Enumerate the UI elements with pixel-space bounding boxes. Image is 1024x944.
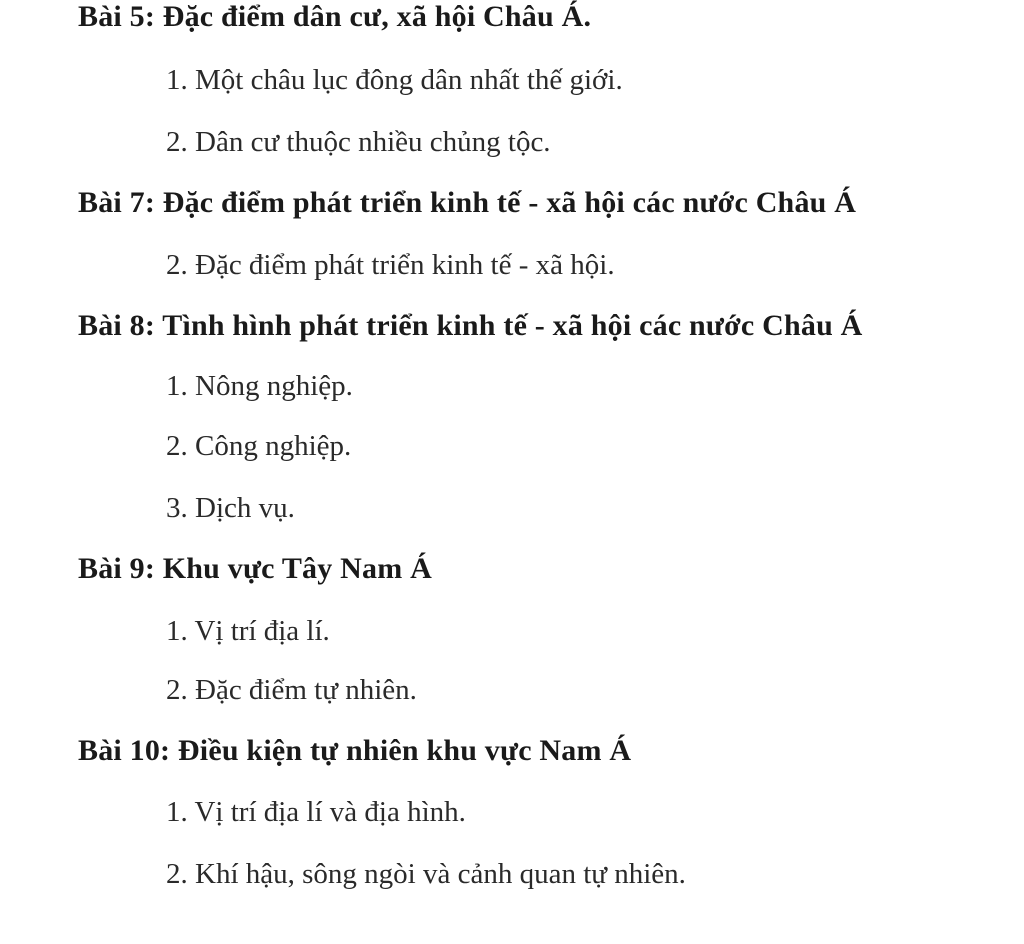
section-item: 2. Đặc điểm tự nhiên. [166,674,417,706]
section-item: 1. Vị trí địa lí. [166,615,330,647]
section-item: 2. Khí hậu, sông ngòi và cảnh quan tự nhiên. [166,858,686,890]
section-heading-bai-8: Bài 8: Tình hình phát triển kinh tế - xã hội các nước Châu Á [78,309,863,342]
section-heading-bai-5: Bài 5: Đặc điểm dân cư, xã hội Châu Á. [78,0,592,33]
section-item: 3. Dịch vụ. [166,492,295,524]
section-heading-bai-7: Bài 7: Đặc điểm phát triển kinh tế - xã hội các nước Châu Á [78,186,857,219]
section-heading-bai-10: Bài 10: Điều kiện tự nhiên khu vực Nam Á [78,734,632,767]
section-item: 1. Một châu lục đông dân nhất thế giới. [166,64,623,96]
section-item: 2. Đặc điểm phát triển kinh tế - xã hội. [166,249,615,281]
section-item: 1. Vị trí địa lí và địa hình. [166,796,466,828]
section-item: 1. Nông nghiệp. [166,370,353,402]
section-item: 2. Dân cư thuộc nhiều chủng tộc. [166,126,551,158]
section-heading-bai-9: Bài 9: Khu vực Tây Nam Á [78,552,432,585]
section-item: 2. Công nghiệp. [166,430,352,462]
